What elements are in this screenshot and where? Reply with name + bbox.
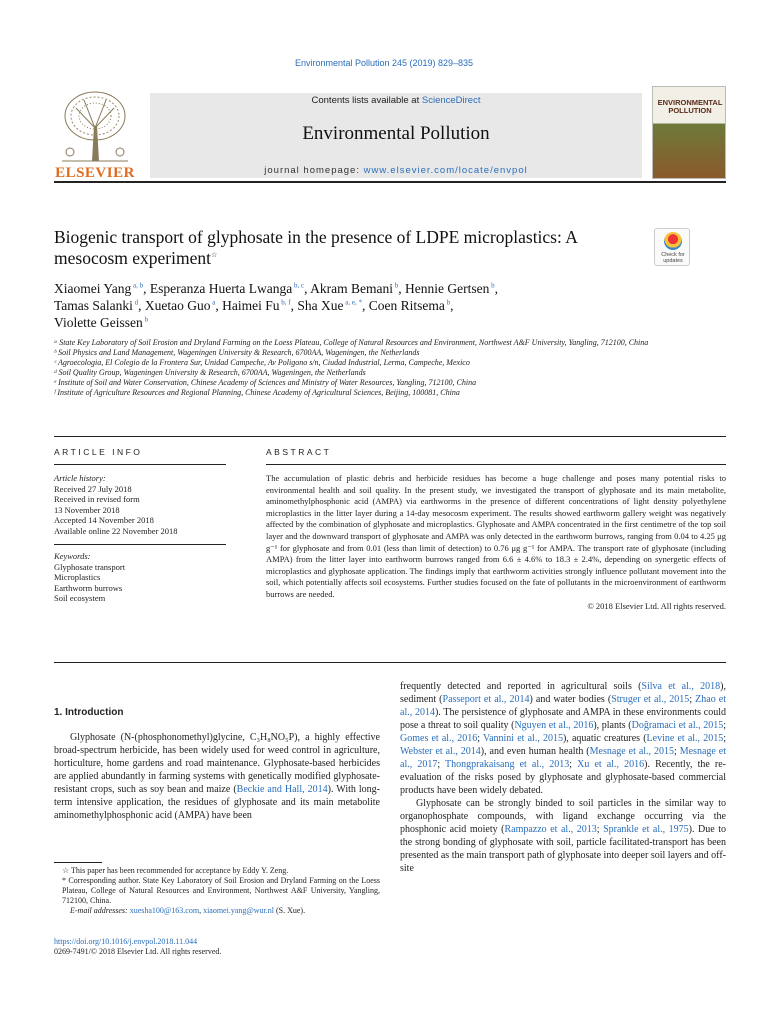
affiliation-item: ᵃ State Key Laboratory of Soil Erosion and Dryland Farming on the Loess Plateau, College of Natural Resources and Environment, Northwest A&F University, Yangling, 712100, China (54, 338, 649, 347)
affiliations (54, 338, 694, 398)
author-name[interactable]: Haimei Fu (222, 298, 280, 313)
article-info (54, 473, 226, 604)
text-run: ). The persistence of glyphosate and AMPA in these environments could pose a threat to soil quality ( (400, 707, 726, 731)
citation-link[interactable]: Struger et al., 2015 (611, 694, 690, 705)
check-updates-icon (664, 232, 682, 250)
journal-title[interactable]: Environmental Pollution (302, 123, 490, 144)
email-suffix: (S. Xue). (273, 906, 306, 915)
list-item: Available online 22 November 2018 (54, 525, 178, 536)
author-affiliation-mark[interactable]: a, e, * (343, 298, 362, 307)
text-run: Glyphosate can be strongly binded to soil particles in the similar way to organophosphate compounds, with ligand exchange occurring via the phosphonic acid moiety ( (400, 798, 726, 835)
text-run: ). Recently, the re-evaluation of the risks posed by glyphosate and glyphosate-based commercial products have been widely debated. (400, 759, 727, 796)
citation-link[interactable]: Mesnage et al., 2017 (400, 746, 726, 770)
email-link[interactable]: xiaomei.yang@wur.nl (203, 906, 274, 915)
affiliation-item: ᶠ Institute of Agriculture Resources and Regional Planning, Chinese Academy of Agricultural Sciences, Beijing, 100081, China (54, 388, 460, 397)
divider (54, 436, 726, 437)
affiliation-item: ᶜ Agroecologia, El Colegio de la Frontera Sur, Unidad Campeche, Av Poligono s/n, Ciudad Industrial, Lerma, Campeche, Mexico (54, 358, 470, 367)
abstract-heading: ABSTRACT (266, 447, 332, 457)
list-item: Microplastics (54, 572, 101, 582)
text-run: Glyphosate (N-(phosphonomethyl)glycine, C₃H₈NO₅P), a highly effective broad-spectrum herbicide, has been widely used for weed control in agriculture, horticulture, home gardens and road maintenance. Glyphosate-based herbicides are applied abundantly in farming systems with genetically modified glyphosate-resistant crops, such as soy bean and maize ( (54, 732, 380, 795)
text-run: ; (596, 824, 604, 835)
homepage-line (150, 165, 642, 176)
section-heading: 1. Introduction (54, 707, 124, 718)
intro-paragraph (400, 797, 726, 875)
left-column (54, 706, 380, 822)
citation-link[interactable]: Rampazzo et al., 2013 (504, 824, 597, 835)
author-affiliation-mark[interactable]: a (210, 298, 216, 307)
divider (54, 464, 226, 465)
footnotes (54, 866, 380, 916)
divider (54, 544, 226, 545)
author-name[interactable]: Esperanza Huerta Lwanga (149, 281, 293, 296)
abstract-copyright: © 2018 Elsevier Ltd. All rights reserved. (587, 600, 726, 611)
citation-link[interactable]: Vannini et al., 2015 (482, 733, 563, 744)
footnote-recommendation: ☆ This paper has been recommended for acceptance by Eddy Y. Zeng. (62, 866, 289, 875)
citation-link[interactable]: Beckie and Hall, 2014 (236, 784, 328, 795)
list-item: 13 November 2018 (54, 504, 120, 515)
keywords-list (54, 562, 226, 604)
list-item: Glyphosate transport (54, 561, 126, 572)
abstract (266, 473, 726, 612)
journal-header (54, 86, 726, 182)
text-run: ; (477, 733, 483, 744)
header-divider (54, 181, 726, 183)
author-affiliation-mark[interactable]: a, b (131, 281, 144, 290)
footnote-divider (54, 862, 102, 863)
homepage-link[interactable]: www.elsevier.com/locate/envpol (363, 165, 528, 176)
check-for-updates-button[interactable] (654, 228, 690, 266)
author-affiliation-mark[interactable]: b (142, 315, 149, 324)
list-item: Earthworm burrows (54, 582, 123, 593)
citation-link[interactable]: Mesnage et al., 2015 (589, 746, 674, 757)
text-run: ; (569, 759, 578, 770)
author-affiliation-mark[interactable]: b (489, 281, 495, 290)
text-run: ; (437, 759, 446, 770)
intro-paragraph (54, 731, 380, 822)
text-run: ), aquatic creatures ( (562, 733, 647, 744)
journal-cover[interactable] (652, 86, 726, 179)
list-item: Soil ecosystem (54, 593, 106, 603)
tree-icon (54, 86, 136, 164)
text-run: ; (723, 733, 726, 744)
author-name[interactable]: Akram Bemani (310, 281, 394, 296)
intro-paragraph (400, 680, 726, 797)
elsevier-logo[interactable] (54, 86, 136, 182)
author-name[interactable]: Hennie Gertsen (405, 281, 490, 296)
title-footnote-mark[interactable]: ☆ (210, 251, 218, 260)
citation-link[interactable]: Levine et al., 2015 (646, 733, 724, 744)
citation-link[interactable]: Xu et al., 2016 (577, 759, 645, 770)
text-run: ; (723, 720, 727, 731)
list-item: Received 27 July 2018 (54, 483, 132, 494)
citation-link[interactable]: Silva et al., 2018 (641, 681, 721, 692)
author-name[interactable]: Coen Ritsema (368, 298, 445, 313)
author-affiliation-mark[interactable]: b, c (292, 281, 305, 290)
text-run: ; (689, 694, 696, 705)
email-link[interactable]: xuesha100@163.com (129, 906, 200, 915)
list-item: Accepted 14 November 2018 (54, 515, 154, 525)
author-affiliation-mark[interactable]: b (393, 281, 399, 290)
author-affiliation-mark[interactable]: d (132, 298, 139, 307)
email-label: E-mail addresses: (70, 906, 130, 915)
affiliation-item: ᵉ Institute of Soil and Water Conservation, Chinese Academy of Sciences and Ministry of Water Resources, Yangling, 712100, China (54, 378, 477, 387)
divider (54, 662, 726, 663)
journal-banner (150, 93, 642, 178)
author-name[interactable]: Violette Geissen (54, 315, 143, 330)
doi-link[interactable]: https://doi.org/10.1016/j.envpol.2018.11.044 (54, 937, 198, 946)
issn-line: 0269-7491/© 2018 Elsevier Ltd. All rights reserved. (54, 947, 222, 956)
citation-link[interactable]: Sprankle et al., 1975 (603, 824, 689, 835)
author-affiliation-mark[interactable]: b, f (279, 298, 291, 307)
article-title-text: Biogenic transport of glyphosate in the presence of LDPE microplastics: A mesocosm experiment (54, 227, 577, 268)
citation-link[interactable]: Nguyen et al., 2016 (514, 720, 594, 731)
text-run: ; (673, 746, 680, 757)
author-name[interactable]: Xuetao Guo (144, 298, 211, 313)
text-run: frequently detected and reported in agricultural soils ( (400, 681, 642, 692)
author-affiliation-mark[interactable]: b (444, 298, 451, 307)
text-run: ). Due to the strong bonding of glyphosate with soil, particle facilitated-transport has been presented as the main transport path of glyphosate into deeper soil layers and off-site (400, 824, 726, 874)
citation-link[interactable]: Webster et al., 2014 (400, 746, 481, 757)
article-title (54, 227, 614, 269)
journal-citation[interactable]: Environmental Pollution 245 (2019) 829–835 (294, 58, 474, 68)
check-updates-label: Check for updates (661, 252, 685, 264)
contents-line (150, 95, 642, 106)
keywords-label: Keywords: (54, 551, 91, 561)
author-list: Xiaomei Yang $^{a, b}$, Esperanza Huerta Lwanga $^{b, c}$, Akram Bemani $^b$, Hennie Gertsen $^b$, Tamas Salanki $^d$, Xuetao Guo $^a$, Haimei Fu $^{b, f}$, Sha Xue $^{a, e, *}$, Coen Ritsema $^b$, Violette Geissen $^b$ (54, 281, 498, 330)
citation-link[interactable]: Zhao et al., 2014 (400, 694, 727, 718)
page-footer (54, 937, 380, 957)
abstract-text: The accumulation of plastic debris and herbicide residues has become a huge challenge and poses many potential risks to environmental health and soil quality. In the present study, we investigated the transport of glyphosate and its main metabolite, aminomethylphosphonic acid (AMPA) via earthworms in the presence of different concentrations of light density polyethylene microplastics in the litter layer during a 14-day mesocosm experiment. The results showed earthworm gallery weight was negatively affected by the combination of glyphosate and microplastics. Glyphosate and AMPA concentrated in the first centimetre of the top soil layer and the downward transport of glyphosate and AMPA was only detected in the earthworm burrows, ranging from 0.04 to 4.25 μg g⁻¹ for glyphosate and from 0.01 (less than limit of detection) to 0.76 μg g⁻¹ for AMPA. The transport rate of glyphosate (including AMPA) from the litter layer into earthworm burrows ranged from 6.6 ± 4.6% to 18.3 ± 2.4%, depending on synergetic effects of microplastics and glyphosate application. The findings imply that earthworm activities strongly influence pollutant movement into the soil, which potentially affects soil ecosystems. Further studies focused on the fate of pollutants in the microenvironment of earthworm burrows are needed. (266, 473, 726, 599)
citation-link[interactable]: Gomes et al., 2016 (400, 733, 478, 744)
author-name[interactable]: Tamas Salanki (54, 298, 133, 313)
citation-link[interactable]: Doğramaci et al., 2015 (631, 720, 724, 731)
contents-prefix: Contents lists available at (311, 95, 422, 106)
publisher-name: ELSEVIER (55, 165, 135, 181)
cover-title: ENVIRONMENTAL POLLUTION (657, 98, 723, 115)
text-run: ). With long-term intensive application, the residues of glyphosate and its main metabolite aminomethylphosphonic acid (AMPA) have been (54, 784, 381, 821)
footnote-corresponding: * Corresponding author. State Key Laboratory of Soil Erosion and Dryland Farming on the Loess Plateau, College of Natural Resources and Environment, Northwest A&F University, Yangling, 712100, China. (62, 876, 380, 905)
affiliation-item: ᵈ Soil Quality Group, Wageningen University & Research, 6700AA, Wageningen, the Netherlands (54, 368, 366, 377)
author-name[interactable]: Xiaomei Yang (54, 281, 132, 296)
text-run: ), and even human health ( (480, 746, 590, 757)
divider (266, 464, 726, 465)
citation-link[interactable]: Thongprakaisang et al., 2013 (445, 759, 570, 770)
right-column (400, 680, 726, 875)
author-name[interactable]: Sha Xue (297, 298, 344, 313)
sciencedirect-link[interactable]: ScienceDirect (421, 95, 481, 106)
text-run: ), sediment ( (400, 681, 726, 705)
history-list (54, 484, 226, 537)
article-info-heading: ARTICLE INFO (54, 447, 143, 457)
citation-link[interactable]: Passeport et al., 2014 (442, 694, 530, 705)
homepage-prefix: journal homepage: (264, 165, 364, 176)
history-label: Article history: (54, 473, 106, 483)
affiliation-item: ᵇ Soil Physics and Land Management, Wageningen University & Research, 6700AA, Wageningen, the Netherlands (54, 348, 420, 357)
text-run: ) and water bodies ( (529, 694, 612, 705)
list-item: Received in revised form (54, 494, 140, 504)
footnote-emails: E-mail addresses: xuesha100@163.com, xiaomei.yang@wur.nl (S. Xue). (70, 906, 306, 915)
text-run: ), plants ( (593, 720, 632, 731)
